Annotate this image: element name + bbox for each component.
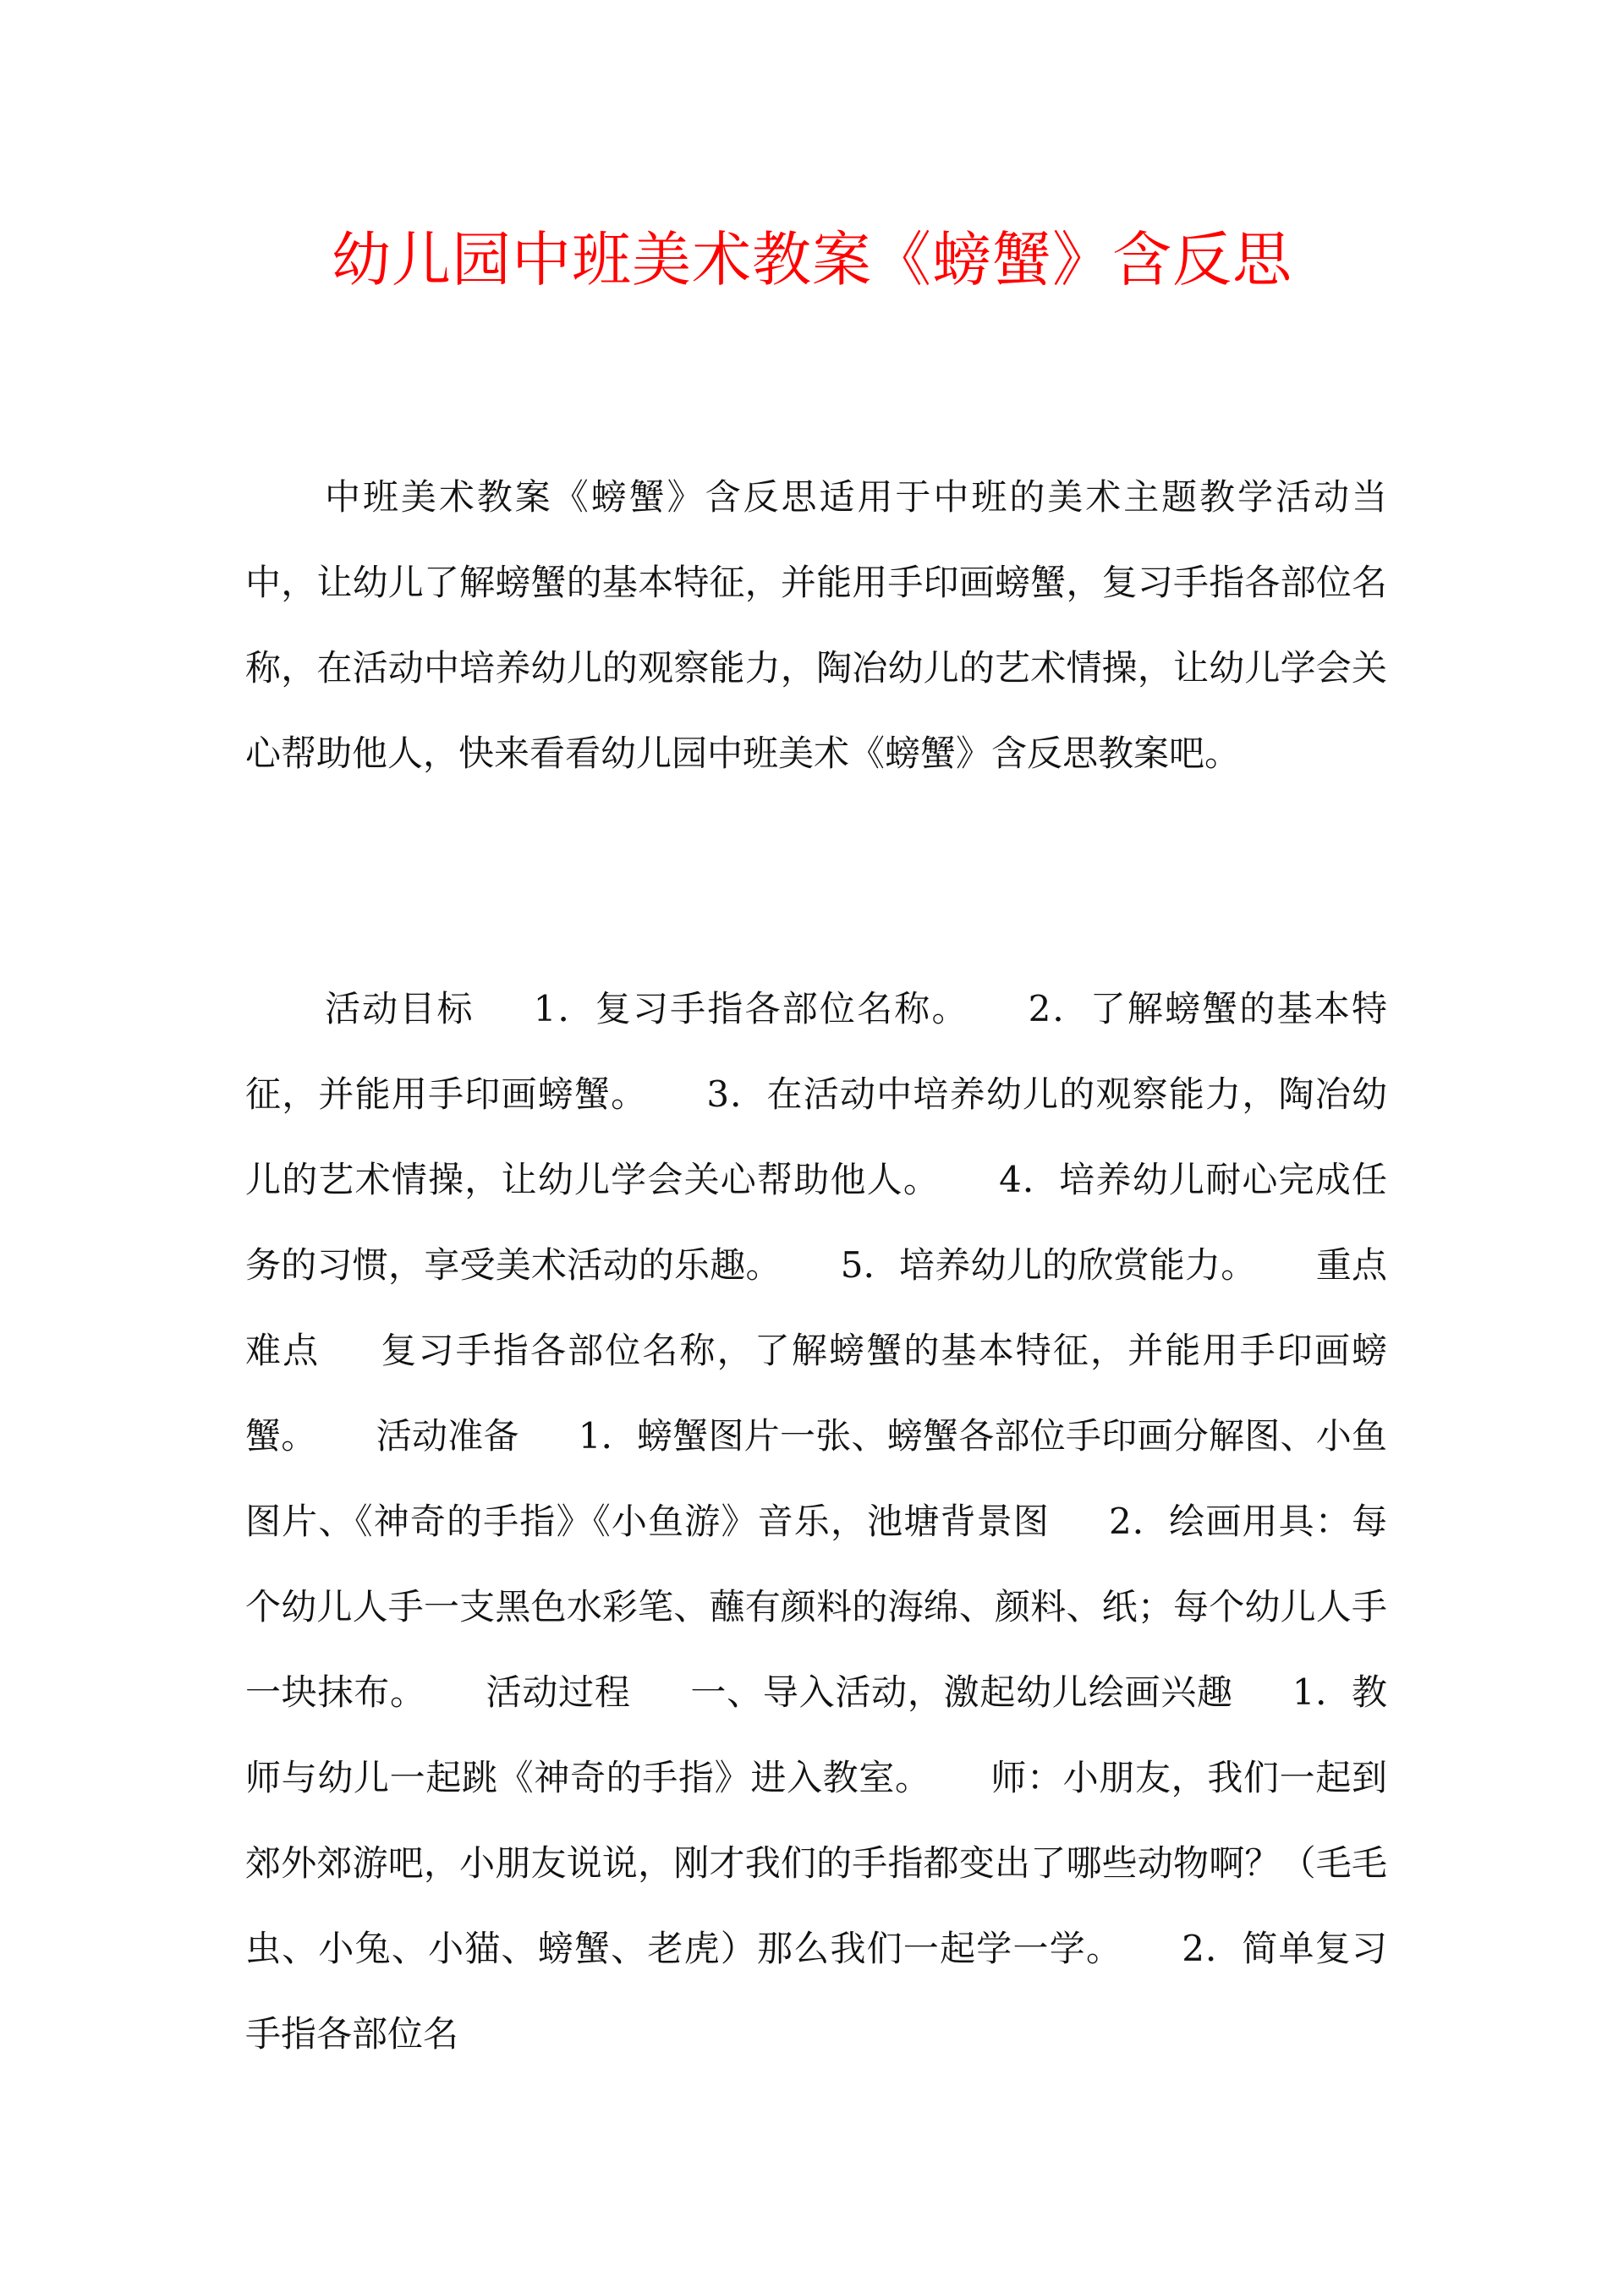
objective-5: 5．培养幼儿的欣赏能力。	[840, 1244, 1257, 1286]
intro-paragraph: 中班美术教案《螃蟹》含反思适用于中班的美术主题教学活动当中，让幼儿了解螃蟹的基本特征，并能用手印画螃蟹，复习手指各部位名称，在活动中培养幼儿的观察能力，陶冶幼儿的艺术情操，让幼儿学会关心帮助他人，快来看看幼儿园中班美术《螃蟹》含反思教案吧。	[245, 476, 1387, 774]
document-title: 幼儿园中班美术教案《螃蟹》含反思	[332, 225, 1292, 294]
section-heading-preparation: 活动准备	[376, 1415, 519, 1457]
objective-1: 1．复习手指各部位名称。	[533, 988, 969, 1029]
objective-3: 3．在活动中培养幼儿的观察能力，陶冶幼儿的艺术情操，让幼儿学会关心帮助他人。	[245, 1073, 1387, 1200]
objective-4: 4．培养幼儿耐心完成任务的习惯，享受美术活动的乐趣。	[245, 1159, 1387, 1286]
process-step-1-2: 2．简单复习手指各部位名	[245, 1928, 1387, 2055]
objective-2: 2．了解螃蟹的基本特征，并能用手印画螃蟹。	[245, 988, 1387, 1115]
main-paragraph	[245, 966, 1387, 2077]
preparation-1: 1．螃蟹图片一张、螃蟹各部位手印画分解图、小鱼图片、《神奇的手指》《小鱼游》音乐，池塘背景图	[245, 1415, 1387, 1542]
preparation-2: 2．绘画用具：每个幼儿人手一支黑色水彩笔、蘸有颜料的海绵、颜料、纸；每个幼儿人手一块抹布。	[245, 1501, 1387, 1713]
process-step-1-heading: 一、导入活动，激起幼儿绘画兴趣	[689, 1671, 1233, 1713]
key-points-text: 复习手指各部位名称，了解螃蟹的基本特征，并能用手印画螃蟹。	[245, 1330, 1387, 1457]
section-heading-process: 活动过程	[485, 1671, 631, 1713]
section-heading-objectives: 活动目标	[325, 988, 475, 1029]
process-step-1-1: 1．教师与幼儿一起跳《神奇的手指》进入教室。	[245, 1671, 1387, 1798]
teacher-dialogue: 师：小朋友，我们一起到郊外郊游吧，小朋友说说，刚才我们的手指都变出了哪些动物啊？（毛毛虫、小兔、小猫、螃蟹、老虎）那么我们一起学一学。	[245, 1757, 1387, 1969]
section-heading-key-points: 重点难点	[245, 1244, 1387, 1371]
